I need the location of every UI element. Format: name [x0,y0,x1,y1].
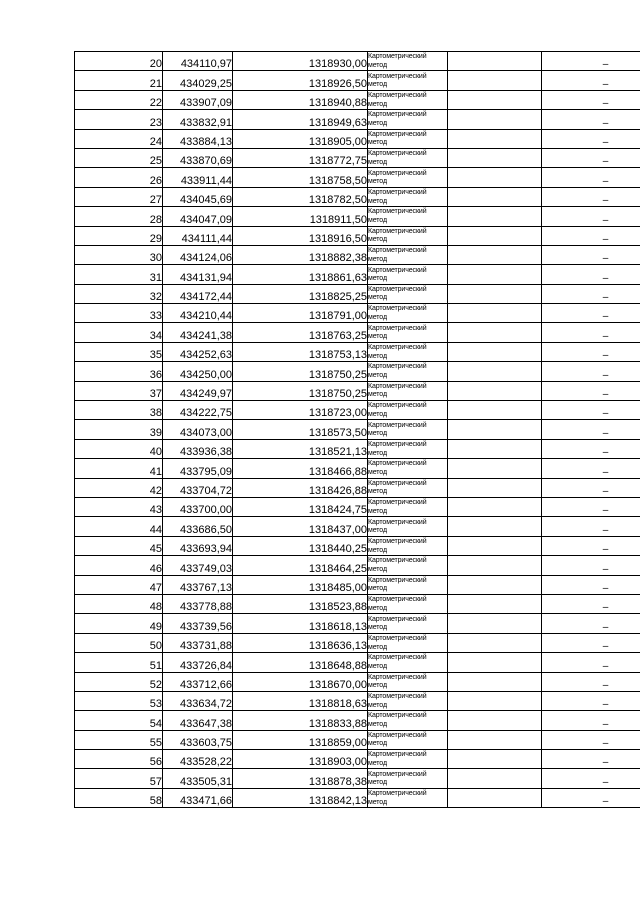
method-cell: Картометрический метод [368,148,448,167]
x-coordinate-cell: 433505,31 [163,769,233,788]
empty-cell [448,381,542,400]
point-number-cell: 47 [75,575,163,594]
x-coordinate-cell: 434241,38 [163,323,233,342]
note-cell: – [542,245,640,264]
point-number-cell: 40 [75,439,163,458]
point-number-cell: 44 [75,517,163,536]
x-coordinate-cell: 433936,38 [163,439,233,458]
point-number-cell: 49 [75,614,163,633]
point-number-cell: 54 [75,711,163,730]
table-row [75,323,640,342]
empty-cell [448,148,542,167]
table-row [75,110,640,129]
y-coordinate-cell: 1318878,38 [233,769,368,788]
point-number-cell: 22 [75,90,163,109]
note-cell: – [542,304,640,323]
empty-cell [448,129,542,148]
table-row [75,245,640,264]
x-coordinate-cell: 434222,75 [163,401,233,420]
y-coordinate-cell: 1318882,38 [233,245,368,264]
point-number-cell: 38 [75,401,163,420]
point-number-cell: 37 [75,381,163,400]
y-coordinate-cell: 1318903,00 [233,750,368,769]
x-coordinate-cell: 433634,72 [163,691,233,710]
table-row [75,265,640,284]
note-cell: – [542,497,640,516]
x-coordinate-cell: 433647,38 [163,711,233,730]
empty-cell [448,459,542,478]
empty-cell [448,517,542,536]
point-number-cell: 34 [75,323,163,342]
x-coordinate-cell: 433749,03 [163,556,233,575]
method-cell: Картометрический метод [368,168,448,187]
empty-cell [448,284,542,303]
x-coordinate-cell: 434073,00 [163,420,233,439]
empty-cell [448,769,542,788]
method-cell: Картометрический метод [368,633,448,652]
method-cell: Картометрический метод [368,691,448,710]
y-coordinate-cell: 1318763,25 [233,323,368,342]
method-cell: Картометрический метод [368,362,448,381]
x-coordinate-cell: 434252,63 [163,342,233,361]
y-coordinate-cell: 1318750,25 [233,362,368,381]
table-row [75,575,640,594]
method-cell: Картометрический метод [368,478,448,497]
note-cell: – [542,788,640,807]
x-coordinate-cell: 434029,25 [163,71,233,90]
empty-cell [448,265,542,284]
coordinates-table-body [75,52,640,808]
method-cell: Картометрический метод [368,323,448,342]
method-cell: Картометрический метод [368,304,448,323]
y-coordinate-cell: 1318753,13 [233,342,368,361]
empty-cell [448,478,542,497]
x-coordinate-cell: 433767,13 [163,575,233,594]
table-row [75,304,640,323]
y-coordinate-cell: 1318926,50 [233,71,368,90]
point-number-cell: 26 [75,168,163,187]
empty-cell [448,594,542,613]
method-cell: Картометрический метод [368,536,448,555]
table-row [75,614,640,633]
note-cell: – [542,653,640,672]
table-row [75,401,640,420]
empty-cell [448,342,542,361]
y-coordinate-cell: 1318573,50 [233,420,368,439]
note-cell: – [542,478,640,497]
x-coordinate-cell: 434131,94 [163,265,233,284]
point-number-cell: 42 [75,478,163,497]
point-number-cell: 36 [75,362,163,381]
y-coordinate-cell: 1318426,88 [233,478,368,497]
y-coordinate-cell: 1318670,00 [233,672,368,691]
method-cell: Картометрический метод [368,71,448,90]
empty-cell [448,439,542,458]
x-coordinate-cell: 433686,50 [163,517,233,536]
y-coordinate-cell: 1318723,00 [233,401,368,420]
empty-cell [448,730,542,749]
note-cell: – [542,381,640,400]
y-coordinate-cell: 1318905,00 [233,129,368,148]
table-row [75,342,640,361]
point-number-cell: 39 [75,420,163,439]
point-number-cell: 43 [75,497,163,516]
method-cell: Картометрический метод [368,653,448,672]
method-cell: Картометрический метод [368,401,448,420]
x-coordinate-cell: 434047,09 [163,207,233,226]
note-cell: – [542,769,640,788]
table-row [75,168,640,187]
x-coordinate-cell: 434111,44 [163,226,233,245]
x-coordinate-cell: 434045,69 [163,187,233,206]
y-coordinate-cell: 1318772,75 [233,148,368,167]
y-coordinate-cell: 1318940,88 [233,90,368,109]
note-cell: – [542,614,640,633]
method-cell: Картометрический метод [368,226,448,245]
note-cell: – [542,633,640,652]
note-cell: – [542,342,640,361]
note-cell: – [542,52,640,71]
method-cell: Картометрический метод [368,265,448,284]
y-coordinate-cell: 1318782,50 [233,187,368,206]
note-cell: – [542,439,640,458]
empty-cell [448,556,542,575]
empty-cell [448,323,542,342]
y-coordinate-cell: 1318916,50 [233,226,368,245]
note-cell: – [542,265,640,284]
empty-cell [448,187,542,206]
x-coordinate-cell: 433832,91 [163,110,233,129]
x-coordinate-cell: 434110,97 [163,52,233,71]
x-coordinate-cell: 433884,13 [163,129,233,148]
note-cell: – [542,401,640,420]
y-coordinate-cell: 1318791,00 [233,304,368,323]
empty-cell [448,245,542,264]
empty-cell [448,633,542,652]
y-coordinate-cell: 1318648,88 [233,653,368,672]
y-coordinate-cell: 1318424,75 [233,497,368,516]
y-coordinate-cell: 1318818,63 [233,691,368,710]
point-number-cell: 33 [75,304,163,323]
point-number-cell: 23 [75,110,163,129]
table-row [75,478,640,497]
y-coordinate-cell: 1318750,25 [233,381,368,400]
point-number-cell: 51 [75,653,163,672]
point-number-cell: 35 [75,342,163,361]
note-cell: – [542,730,640,749]
table-row [75,439,640,458]
empty-cell [448,110,542,129]
y-coordinate-cell: 1318466,88 [233,459,368,478]
note-cell: – [542,362,640,381]
point-number-cell: 52 [75,672,163,691]
table-row [75,148,640,167]
table-row [75,556,640,575]
y-coordinate-cell: 1318833,88 [233,711,368,730]
note-cell: – [542,594,640,613]
note-cell: – [542,459,640,478]
empty-cell [448,401,542,420]
empty-cell [448,226,542,245]
point-number-cell: 24 [75,129,163,148]
point-number-cell: 41 [75,459,163,478]
point-number-cell: 28 [75,207,163,226]
x-coordinate-cell: 433778,88 [163,594,233,613]
method-cell: Картометрический метод [368,90,448,109]
x-coordinate-cell: 433704,72 [163,478,233,497]
point-number-cell: 32 [75,284,163,303]
x-coordinate-cell: 434210,44 [163,304,233,323]
method-cell: Картометрический метод [368,730,448,749]
table-row [75,536,640,555]
table-row [75,226,640,245]
y-coordinate-cell: 1318911,50 [233,207,368,226]
y-coordinate-cell: 1318618,13 [233,614,368,633]
coordinates-table [74,51,640,808]
method-cell: Картометрический метод [368,594,448,613]
point-number-cell: 55 [75,730,163,749]
point-number-cell: 58 [75,788,163,807]
method-cell: Картометрический метод [368,672,448,691]
table-row [75,730,640,749]
empty-cell [448,207,542,226]
table-row [75,207,640,226]
y-coordinate-cell: 1318523,88 [233,594,368,613]
empty-cell [448,691,542,710]
method-cell: Картометрический метод [368,52,448,71]
y-coordinate-cell: 1318464,25 [233,556,368,575]
y-coordinate-cell: 1318825,25 [233,284,368,303]
method-cell: Картометрический метод [368,420,448,439]
point-number-cell: 20 [75,52,163,71]
x-coordinate-cell: 433712,66 [163,672,233,691]
x-coordinate-cell: 433726,84 [163,653,233,672]
point-number-cell: 30 [75,245,163,264]
method-cell: Картометрический метод [368,187,448,206]
method-cell: Картометрический метод [368,381,448,400]
table-row [75,187,640,206]
x-coordinate-cell: 433907,09 [163,90,233,109]
note-cell: – [542,187,640,206]
empty-cell [448,304,542,323]
method-cell: Картометрический метод [368,517,448,536]
point-number-cell: 21 [75,71,163,90]
x-coordinate-cell: 434249,97 [163,381,233,400]
method-cell: Картометрический метод [368,750,448,769]
table-row [75,420,640,439]
method-cell: Картометрический метод [368,342,448,361]
table-row [75,459,640,478]
empty-cell [448,711,542,730]
method-cell: Картометрический метод [368,284,448,303]
y-coordinate-cell: 1318636,13 [233,633,368,652]
x-coordinate-cell: 434172,44 [163,284,233,303]
y-coordinate-cell: 1318440,25 [233,536,368,555]
empty-cell [448,90,542,109]
table-row [75,691,640,710]
table-row [75,381,640,400]
note-cell: – [542,556,640,575]
note-cell: – [542,420,640,439]
table-row [75,517,640,536]
table-row [75,750,640,769]
point-number-cell: 31 [75,265,163,284]
empty-cell [448,575,542,594]
note-cell: – [542,129,640,148]
method-cell: Картометрический метод [368,711,448,730]
note-cell: – [542,536,640,555]
x-coordinate-cell: 433700,00 [163,497,233,516]
table-row [75,284,640,303]
table-row [75,672,640,691]
point-number-cell: 45 [75,536,163,555]
x-coordinate-cell: 433795,09 [163,459,233,478]
y-coordinate-cell: 1318861,63 [233,265,368,284]
table-row [75,362,640,381]
y-coordinate-cell: 1318930,00 [233,52,368,71]
note-cell: – [542,71,640,90]
table-row [75,711,640,730]
point-number-cell: 48 [75,594,163,613]
table-row [75,633,640,652]
point-number-cell: 46 [75,556,163,575]
table-row [75,52,640,71]
y-coordinate-cell: 1318758,50 [233,168,368,187]
method-cell: Картометрический метод [368,245,448,264]
method-cell: Картометрический метод [368,614,448,633]
empty-cell [448,497,542,516]
method-cell: Картометрический метод [368,769,448,788]
method-cell: Картометрический метод [368,207,448,226]
empty-cell [448,52,542,71]
table-row [75,129,640,148]
empty-cell [448,168,542,187]
note-cell: – [542,575,640,594]
table-row [75,788,640,807]
note-cell: – [542,90,640,109]
x-coordinate-cell: 433603,75 [163,730,233,749]
method-cell: Картометрический метод [368,556,448,575]
point-number-cell: 56 [75,750,163,769]
method-cell: Картометрический метод [368,788,448,807]
method-cell: Картометрический метод [368,459,448,478]
x-coordinate-cell: 433739,56 [163,614,233,633]
method-cell: Картометрический метод [368,110,448,129]
empty-cell [448,672,542,691]
y-coordinate-cell: 1318842,13 [233,788,368,807]
empty-cell [448,420,542,439]
note-cell: – [542,517,640,536]
point-number-cell: 53 [75,691,163,710]
method-cell: Картометрический метод [368,575,448,594]
note-cell: – [542,110,640,129]
y-coordinate-cell: 1318437,00 [233,517,368,536]
x-coordinate-cell: 433528,22 [163,750,233,769]
empty-cell [448,362,542,381]
empty-cell [448,614,542,633]
note-cell: – [542,226,640,245]
point-number-cell: 57 [75,769,163,788]
note-cell: – [542,691,640,710]
empty-cell [448,788,542,807]
method-cell: Картометрический метод [368,129,448,148]
x-coordinate-cell: 433911,44 [163,168,233,187]
point-number-cell: 25 [75,148,163,167]
note-cell: – [542,148,640,167]
point-number-cell: 27 [75,187,163,206]
empty-cell [448,653,542,672]
x-coordinate-cell: 433693,94 [163,536,233,555]
y-coordinate-cell: 1318521,13 [233,439,368,458]
note-cell: – [542,207,640,226]
point-number-cell: 29 [75,226,163,245]
note-cell: – [542,323,640,342]
empty-cell [448,750,542,769]
note-cell: – [542,711,640,730]
method-cell: Картометрический метод [368,497,448,516]
table-row [75,653,640,672]
table-row [75,497,640,516]
note-cell: – [542,672,640,691]
y-coordinate-cell: 1318485,00 [233,575,368,594]
y-coordinate-cell: 1318859,00 [233,730,368,749]
x-coordinate-cell: 433471,66 [163,788,233,807]
note-cell: – [542,284,640,303]
note-cell: – [542,168,640,187]
y-coordinate-cell: 1318949,63 [233,110,368,129]
note-cell: – [542,750,640,769]
table-row [75,90,640,109]
table-row [75,71,640,90]
x-coordinate-cell: 433870,69 [163,148,233,167]
x-coordinate-cell: 433731,88 [163,633,233,652]
x-coordinate-cell: 434124,06 [163,245,233,264]
x-coordinate-cell: 434250,00 [163,362,233,381]
method-cell: Картометрический метод [368,439,448,458]
empty-cell [448,536,542,555]
table-row [75,769,640,788]
point-number-cell: 50 [75,633,163,652]
table-row [75,594,640,613]
empty-cell [448,71,542,90]
